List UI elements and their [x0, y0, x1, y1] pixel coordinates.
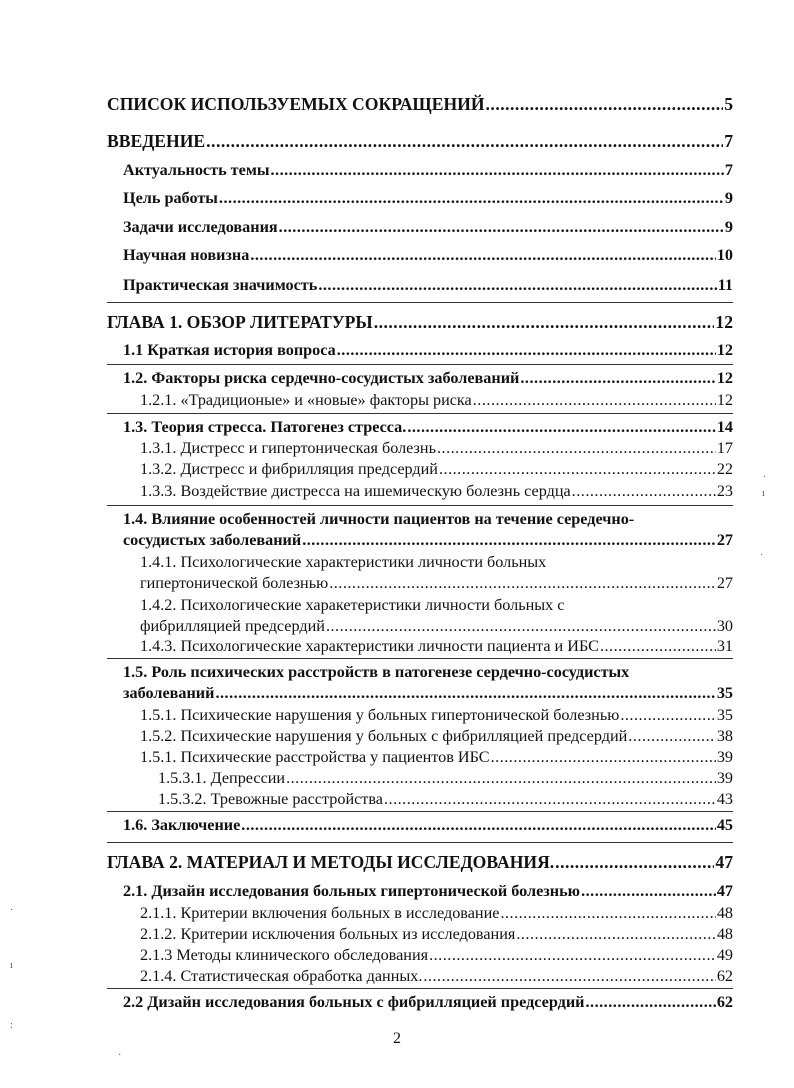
toc-page: 7 — [724, 131, 733, 151]
toc-title: 1.6. Заключение — [123, 816, 241, 834]
toc-title: 2.1.2. Критерии исключения больных из исследования — [140, 925, 516, 943]
toc-title: 1.5. Роль психических расстройств в патогенезе сердечно-сосудистых — [123, 663, 630, 681]
toc-entry-tasks[interactable] — [123, 218, 733, 237]
toc-title: 2.1.1. Критерии включения больных в исследование — [140, 904, 500, 922]
scan-speck: ı — [10, 960, 13, 971]
divider — [107, 302, 733, 303]
toc-entry-1-3-2[interactable] — [140, 460, 733, 479]
toc-title: Актуальность темы — [123, 161, 270, 179]
toc-title: ГЛАВА 2. МАТЕРИАЛ И МЕТОДЫ ИССЛЕДОВАНИЯ. — [107, 852, 555, 872]
divider — [107, 658, 733, 659]
toc-page: 14 — [716, 418, 733, 436]
toc-title: 2.1.3 Методы клинического обследования — [140, 946, 429, 964]
divider — [107, 988, 733, 989]
scan-speck: · — [760, 550, 764, 561]
toc-title: 1.5.2. Психические нарушения у больных с фибрилляцией предсердий — [140, 727, 628, 745]
toc-entry-chapter-2[interactable] — [107, 852, 733, 873]
divider — [107, 364, 733, 365]
toc-entry-2-1-2[interactable] — [140, 925, 733, 944]
toc-entry-1-5-3-2[interactable] — [158, 790, 733, 809]
toc-page: 39 — [716, 769, 733, 787]
toc-page: 48 — [716, 925, 733, 943]
toc-entry-1-4-1[interactable] — [140, 574, 733, 593]
toc-title: 1.2. Факторы риска сердечно-сосудистых заболеваний — [123, 369, 520, 387]
toc-title: 1.4.2. Психологические харакетеристики личности больных с — [140, 596, 565, 614]
toc-title: 1.2.1. «Традиционые» и «новые» факторы риска — [140, 391, 472, 409]
toc-page: 11 — [717, 276, 733, 294]
scan-speck: · — [10, 905, 14, 916]
toc-title: 1.5.1. Психические расстройства у пациентов ИБС — [140, 748, 490, 766]
toc-title: 1.3.3. Воздействие дистресса на ишемическую болезнь сердца — [140, 482, 571, 500]
toc-entry-significance[interactable] — [123, 276, 733, 295]
toc-title: ГЛАВА 1. ОБЗОР ЛИТЕРАТУРЫ — [107, 312, 373, 332]
scan-speck: ı — [762, 488, 765, 499]
toc-page: 23 — [716, 482, 733, 500]
toc-page: 12 — [716, 341, 733, 359]
toc-page: 43 — [716, 790, 733, 808]
toc-page: 35 — [716, 706, 733, 724]
toc-page: 27 — [716, 574, 733, 592]
toc-entry-1-4[interactable] — [123, 531, 733, 550]
toc-entry-1-4-1-line1[interactable] — [140, 553, 733, 572]
toc-entry-1-2[interactable] — [123, 369, 733, 388]
toc-entry-1-5[interactable] — [123, 684, 733, 703]
toc-title: 1.3.2. Дистресс и фибрилляция предсердий — [140, 460, 438, 478]
toc-entry-2-1-3[interactable] — [140, 946, 733, 965]
toc-entry-goal[interactable] — [123, 189, 733, 208]
toc-title-cont: сосудистых заболеваний — [123, 531, 302, 549]
toc-title: 1.3.1. Дистресс и гипертоническая болезнь — [140, 439, 436, 457]
toc-page: 12 — [715, 312, 733, 332]
toc-entry-1-5-1[interactable] — [140, 706, 733, 725]
toc-page: 49 — [716, 946, 733, 964]
toc-title: 1.1 Краткая история вопроса — [123, 341, 336, 359]
toc-page: 47 — [716, 882, 733, 900]
scan-speck: · — [763, 472, 767, 483]
toc-entry-chapter-1[interactable] — [107, 312, 733, 333]
toc-entry-2-1-4[interactable] — [140, 967, 733, 986]
toc-page: 30 — [716, 617, 733, 635]
toc-entry-2-1[interactable] — [123, 882, 733, 901]
toc-entry-1-3[interactable] — [123, 418, 733, 437]
toc-title: 2.1. Дизайн исследования больных гипертонической болезнью — [123, 882, 581, 900]
toc-entry-1-5-3-1[interactable] — [158, 769, 733, 788]
page-number: 2 — [393, 1030, 401, 1047]
toc-entry-1-1[interactable] — [123, 341, 733, 360]
toc-page: 39 — [716, 748, 733, 766]
toc-title: Задачи исследования — [123, 218, 278, 236]
toc-title: 1.5.3.1. Депрессии — [158, 769, 286, 787]
divider — [107, 842, 733, 843]
toc-title: Практическая значимость — [123, 276, 318, 294]
toc-entry-novelty[interactable] — [123, 246, 733, 265]
toc-entry-1-4-line1[interactable] — [123, 510, 733, 529]
toc-title: 2.2 Дизайн исследования больных с фибрилляцией предсердий — [123, 993, 585, 1011]
toc-title: 1.5.1. Психические нарушения у больных гипертонической болезнью — [140, 706, 620, 724]
toc-entry-1-2-1[interactable] — [140, 391, 733, 410]
toc-title: 2.1.4. Статистическая обработка данных. — [140, 967, 423, 985]
scan-speck: · — [118, 1050, 122, 1061]
toc-entry-1-3-1[interactable] — [140, 439, 733, 458]
toc-page: 5 — [724, 94, 733, 114]
toc-title-cont: гипертонической болезнью — [140, 574, 329, 592]
toc-page: 17 — [716, 439, 733, 457]
toc-page: 10 — [716, 246, 733, 264]
toc-page: 35 — [716, 684, 733, 702]
toc-entry-1-4-2[interactable] — [140, 617, 733, 636]
toc-entry-2-2[interactable] — [123, 993, 733, 1012]
toc-page: 12 — [716, 369, 733, 387]
toc-title-cont: фибрилляцией предсердий — [140, 617, 325, 635]
toc-title: СПИСОК ИСПОЛЬЗУЕМЫХ СОКРАЩЕНИЙ — [107, 94, 485, 114]
toc-page: 62 — [716, 993, 733, 1011]
toc-title: 1.4.3. Психологические характеристики личности пациента и ИБС — [140, 637, 599, 655]
toc-entry-abbreviations[interactable] — [107, 94, 733, 115]
toc-entry-1-6[interactable] — [123, 816, 733, 835]
toc-page: 47 — [715, 852, 733, 872]
toc-entry-1-4-2-line1[interactable] — [140, 596, 733, 615]
toc-entry-1-5-line1[interactable] — [123, 663, 733, 682]
toc-page: 7 — [724, 161, 733, 179]
toc-entry-1-5-2[interactable] — [140, 727, 733, 746]
toc-title: Цель работы — [123, 189, 218, 207]
toc-entry-1-4-3[interactable] — [140, 637, 733, 656]
divider — [107, 811, 733, 812]
toc-page: 22 — [716, 460, 733, 478]
toc-title: ВВЕДЕНИЕ — [107, 131, 206, 151]
toc-title-cont: заболеваний — [123, 684, 215, 702]
divider — [107, 505, 733, 506]
toc-page: 9 — [724, 218, 733, 236]
toc-page: 38 — [716, 727, 733, 745]
toc-page: 9 — [724, 189, 733, 207]
toc-page: 45 — [716, 816, 733, 834]
toc-page: 27 — [716, 531, 733, 549]
toc-page: 12 — [716, 391, 733, 409]
toc-page: 62 — [716, 967, 733, 985]
toc-title: 1.5.3.2. Тревожные расстройства — [158, 790, 383, 808]
toc-entry-2-1-1[interactable] — [140, 904, 733, 923]
toc-page: 31 — [716, 637, 733, 655]
toc-title: 1.3. Теория стресса. Патогенез стресса. — [123, 418, 407, 436]
scan-speck: : — [10, 1020, 13, 1031]
toc-entry-introduction[interactable] — [107, 131, 733, 152]
toc-title: 1.4.1. Психологические характеристики личности больных — [140, 553, 547, 571]
toc-entry-1-3-3[interactable] — [140, 482, 733, 501]
toc-title: Научная новизна — [123, 246, 250, 264]
toc-entry-1-5-1b[interactable] — [140, 748, 733, 767]
toc-page: 48 — [716, 904, 733, 922]
divider — [107, 413, 733, 414]
toc-title: 1.4. Влияние особенностей личности пациентов на течение середечно- — [123, 510, 635, 528]
toc-entry-relevance[interactable] — [123, 161, 733, 180]
